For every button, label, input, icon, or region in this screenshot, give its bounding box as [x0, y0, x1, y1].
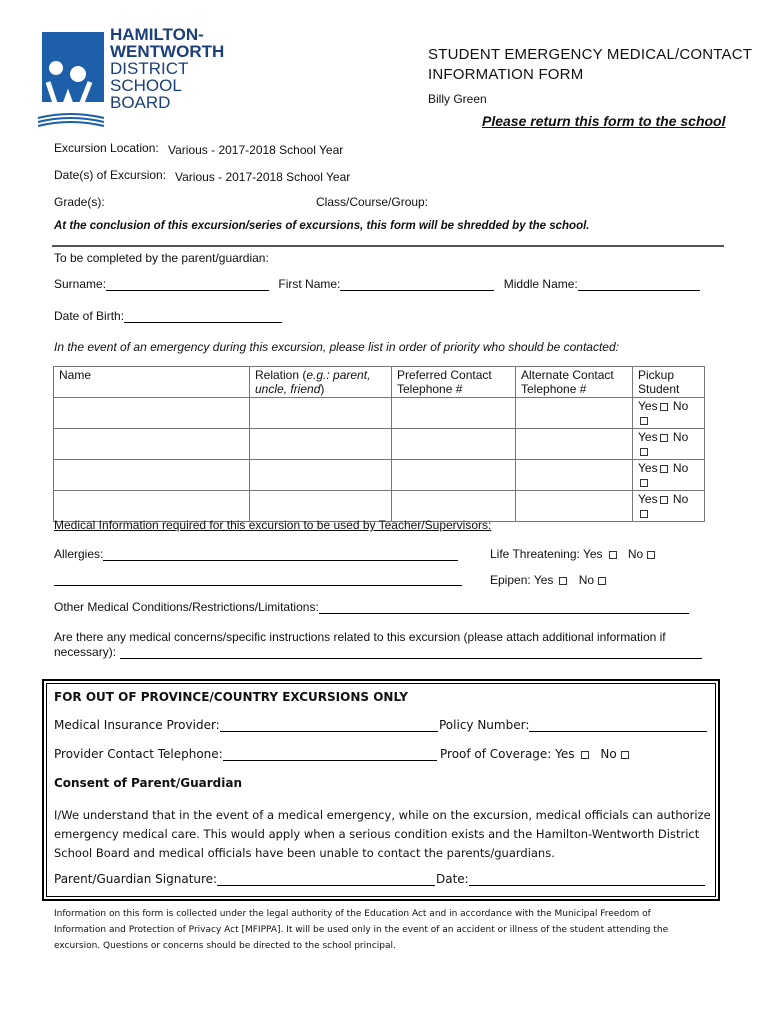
relation-cell[interactable] [250, 398, 392, 429]
yes-checkbox[interactable] [660, 434, 668, 442]
other-conditions-field[interactable] [319, 601, 689, 614]
preferred-cell[interactable] [392, 460, 516, 491]
allergies-field[interactable] [103, 548, 458, 561]
dob-field[interactable] [124, 310, 282, 323]
form-title-line1: STUDENT EMERGENCY MEDICAL/CONTACT [428, 46, 753, 63]
epipen-no-checkbox[interactable] [598, 577, 606, 585]
dob-label: Date of Birth: [54, 309, 125, 323]
table-header-row [54, 367, 705, 398]
col-relation-header: Relation (e.g.: parent, uncle, friend) [250, 367, 392, 398]
col-name-header: Name [54, 367, 250, 398]
relation-cell[interactable] [250, 460, 392, 491]
alternate-cell[interactable] [516, 491, 633, 522]
provider-telephone-label: Provider Contact Telephone: [54, 747, 223, 761]
allergies-label: Allergies: [54, 547, 104, 561]
relation-cell[interactable] [250, 429, 392, 460]
yes-checkbox[interactable] [660, 403, 668, 411]
name-cell[interactable] [54, 398, 250, 429]
table-row [54, 491, 705, 522]
insurance-provider-field[interactable] [220, 719, 438, 732]
student-name: Billy Green [428, 92, 487, 106]
preferred-cell[interactable] [392, 491, 516, 522]
epipen-no-label: No [578, 573, 595, 587]
alternate-cell[interactable] [516, 429, 633, 460]
col-pickup-header: Pickup Student [633, 367, 705, 398]
name-cell[interactable] [54, 491, 250, 522]
consent-heading: Consent of Parent/Guardian [54, 776, 243, 790]
proof-no-checkbox[interactable] [621, 751, 629, 759]
first-name-field[interactable] [340, 278, 494, 291]
policy-number-label: Policy Number: [439, 718, 530, 732]
middle-name-field[interactable] [578, 278, 700, 291]
proof-of-coverage-label: Proof of Coverage: Yes [440, 747, 575, 761]
logo-text-line4: SCHOOL [110, 76, 182, 95]
pickup-cell[interactable]: Yes No [633, 429, 705, 460]
medical-heading: Medical Information required for this excursion to be used by Teacher/Supervisors: [54, 518, 492, 532]
logo-mark-icon [34, 26, 108, 130]
alternate-cell[interactable] [516, 460, 633, 491]
first-name-label: First Name: [278, 277, 341, 291]
consent-line3: School Board and medical officials have been unable to contact the parents/guardians. [54, 846, 555, 860]
surname-field[interactable] [106, 278, 269, 291]
emergency-contacts-table [53, 366, 705, 522]
grades-label: Grade(s): [54, 195, 105, 209]
return-notice: Please return this form to the school [482, 113, 726, 129]
signature-label: Parent/Guardian Signature: [54, 872, 218, 886]
concerns-line1: Are there any medical concerns/specific instructions related to this excursion (please attach additional information if [54, 630, 666, 644]
provider-telephone-field[interactable] [223, 748, 437, 761]
pickup-cell[interactable]: Yes No [633, 460, 705, 491]
yes-checkbox[interactable] [660, 496, 668, 504]
excursion-dates-label: Date(s) of Excursion: [54, 168, 167, 182]
life-threatening-label: Life Threatening: Yes [490, 547, 603, 561]
shred-notice: At the conclusion of this excursion/series of excursions, this form will be shredded by the school. [54, 220, 590, 232]
excursion-location-label: Excursion Location: [54, 141, 159, 155]
form-title-line2: INFORMATION FORM [428, 66, 584, 83]
out-of-province-box [42, 679, 720, 901]
table-row [54, 429, 705, 460]
concerns-label: necessary): [54, 645, 117, 659]
no-checkbox[interactable] [640, 448, 648, 456]
concerns-field[interactable] [120, 646, 702, 659]
yes-checkbox[interactable] [660, 465, 668, 473]
signature-field[interactable] [217, 873, 435, 886]
life-threatening-no-label: No [627, 547, 644, 561]
name-cell[interactable] [54, 429, 250, 460]
consent-line1: I/We understand that in the event of a medical emergency, while on the excursion, medical officials can authorize [54, 808, 711, 822]
privacy-line2: Information and Protection of Privacy Act [MFIPPA]. It will be used only in the event of an accident or illness of the student attending the [54, 925, 669, 935]
consent-line2: emergency medical care. This would apply when a serious condition exists and the Hamilton-Wentworth District [54, 827, 700, 841]
privacy-notice [54, 906, 668, 954]
out-of-province-heading: FOR OUT OF PROVINCE/COUNTRY EXCURSIONS ONLY [54, 690, 408, 704]
proof-yes-checkbox[interactable] [581, 751, 589, 759]
other-conditions-label: Other Medical Conditions/Restrictions/Limitations: [54, 600, 319, 614]
name-cell[interactable] [54, 460, 250, 491]
epipen-label: Epipen: Yes [490, 573, 554, 587]
policy-number-field[interactable] [529, 719, 707, 732]
life-threatening-yes-checkbox[interactable] [609, 551, 617, 559]
preferred-cell[interactable] [392, 429, 516, 460]
logo-text-line1: HAMILTON- [110, 25, 204, 44]
proof-no-label: No [600, 747, 617, 761]
contacts-intro: In the event of an emergency during this excursion, please list in order of priority who should be contacted: [54, 340, 619, 354]
insurance-provider-label: Medical Insurance Provider: [54, 718, 220, 732]
date-field[interactable] [469, 873, 705, 886]
school-board-logo [34, 26, 234, 130]
pickup-cell[interactable]: Yes No [633, 398, 705, 429]
col-preferred-header: Preferred Contact Telephone # [392, 367, 516, 398]
form-title [428, 45, 752, 85]
consent-text [54, 806, 711, 863]
parent-intro: To be completed by the parent/guardian: [54, 251, 269, 265]
alternate-cell[interactable] [516, 398, 633, 429]
epipen-yes-checkbox[interactable] [559, 577, 567, 585]
no-checkbox[interactable] [640, 479, 648, 487]
middle-name-label: Middle Name: [503, 277, 578, 291]
preferred-cell[interactable] [392, 398, 516, 429]
logo-text-line3: DISTRICT [110, 59, 189, 78]
privacy-line3: excursion. Questions or concerns should be directed to the school principal. [54, 941, 396, 951]
allergies-field-line2[interactable] [54, 585, 462, 586]
class-course-group-label: Class/Course/Group: [316, 195, 429, 209]
logo-text-line5: BOARD [110, 93, 171, 112]
logo-text-line2: WENTWORTH [110, 42, 225, 61]
relation-cell[interactable] [250, 491, 392, 522]
table-row [54, 460, 705, 491]
excursion-location-value[interactable]: Various - 2017-2018 School Year [168, 143, 344, 157]
table-row [54, 398, 705, 429]
col-alternate-header: Alternate Contact Telephone # [516, 367, 633, 398]
excursion-dates-value[interactable]: Various - 2017-2018 School Year [175, 170, 351, 184]
date-label: Date: [436, 872, 469, 886]
privacy-line1: Information on this form is collected under the legal authority of the Education Act and in accordance with the Municipal Freedom of [54, 909, 651, 919]
pickup-cell[interactable]: Yes No [633, 491, 705, 522]
divider [52, 245, 724, 247]
life-threatening-no-checkbox[interactable] [647, 551, 655, 559]
no-checkbox[interactable] [640, 510, 648, 518]
surname-label: Surname: [54, 277, 107, 291]
no-checkbox[interactable] [640, 417, 648, 425]
